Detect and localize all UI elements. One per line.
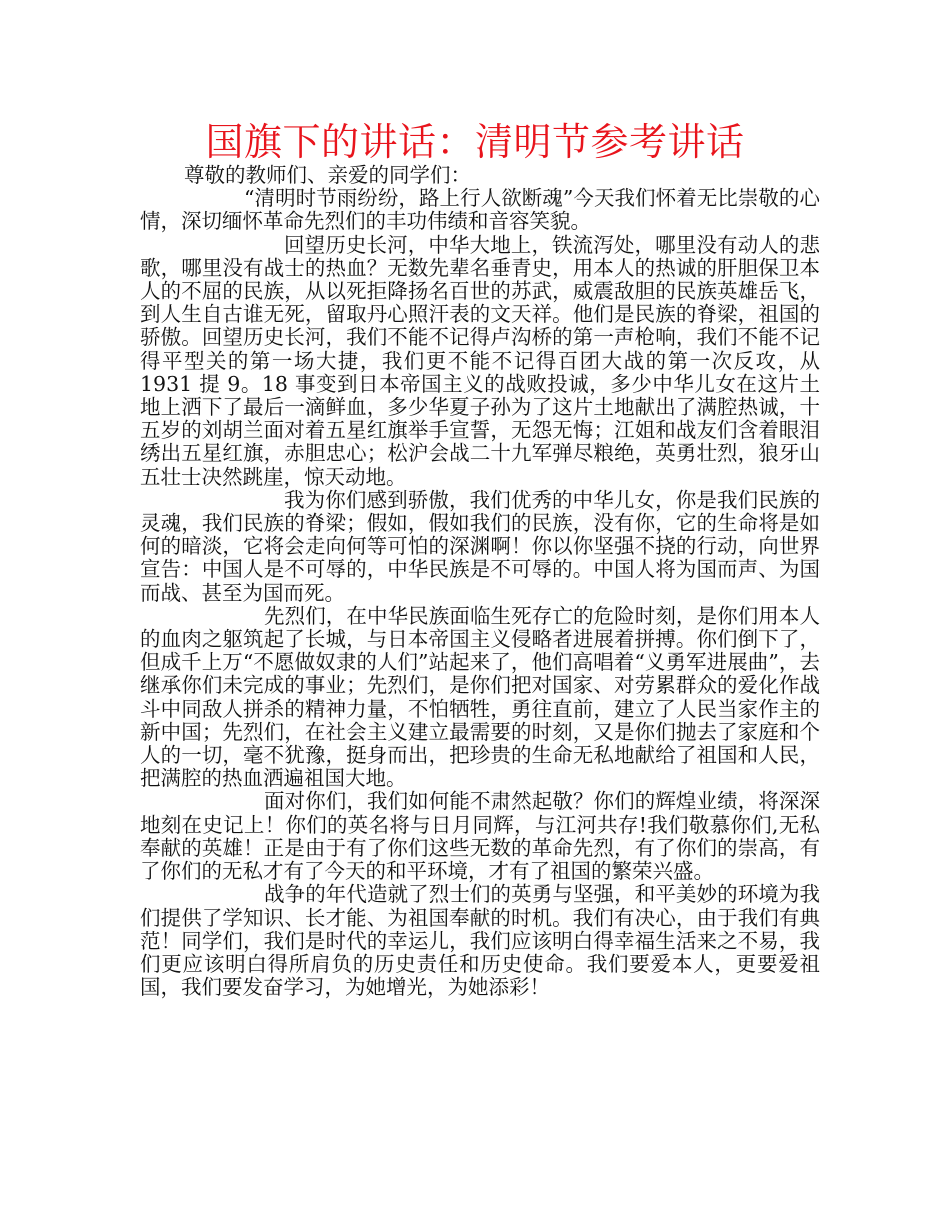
paragraph-3: 我为你们感到骄傲，我们优秀的中华儿女，你是我们民族的灵魂，我们民族的脊梁；假如，假如我们的民族，没有你，它的生命将是如何的暗淡，它将会走向何等可怕的深渊啊！你以你坚强不挠的行动，向世界宣告：中国人是不可辱的，中华民族是不可辱的。中国人将为国而声、为国而战、甚至为国而死。 bbox=[140, 487, 820, 605]
paragraph-1: “清明时节雨纷纷，路上行人欲断魂”今天我们怀着无比崇敬的心情，深切缅怀革命先烈们的丰功伟绩和音容笑貌。 bbox=[140, 186, 820, 234]
paragraph-4: 先烈们，在中华民族面临生死存亡的危险时刻，是你们用本人的血肉之躯筑起了长城，与日本帝国主义侵略者进展着拼搏。你们倒下了，但成千上万“不愿做奴隶的人们”站起来了，他们高唱着“义勇军进展曲”，去继承你们未完成的事业；先烈们，是你们把对国家、对劳累群众的爱化作战斗中同敌人拼杀的精神力量，不怕牺牲，勇往直前，建立了人民当家作主的新中国；先烈们，在社会主义建立最需要的时刻，又是你们抛去了家庭和个人的一切，毫不犹豫，挺身而出，把珍贵的生命无私地献给了祖国和人民，把满腔的热血洒遍祖国大地。 bbox=[140, 603, 820, 791]
paragraph-5: 面对你们，我们如何能不肃然起敬？你们的辉煌业绩，将深深地刻在史记上！你们的英名将与日月同辉，与江河共存!我们敬慕你们,无私奉献的英雄！正是由于有了你们这些无数的革命先烈，有了你们的崇高，有了你们的无私才有了今天的和平环境，才有了祖国的繁荣兴盛。 bbox=[140, 789, 820, 884]
greeting: 尊敬的教师们、亲爱的同学们： bbox=[184, 163, 471, 187]
document-body bbox=[140, 164, 820, 999]
document-title: 国旗下的讲话：清明节参考讲话 bbox=[205, 120, 745, 164]
paragraph-2: 回望历史长河，中华大地上，铁流泻处，哪里没有动人的悲歌，哪里没有战士的热血？无数先辈名垂青史，用本人的热诚的肝胆保卫本人的不屈的民族，从以死拒降扬名百世的苏武，威震敌胆的民族英雄岳飞，到人生自古谁无死，留取丹心照汗表的文天祥。他们是民族的脊梁，祖国的骄傲。回望历史长河，我们不能不记得卢沟桥的第一声枪响，我们不能不记得平型关的第一场大捷，我们更不能不记得百团大战的第一次反攻，从 1931 提 9。18 事变到日本帝国主义的战败投诚，多少中华儿女在这片土地上洒下了最后一滴鲜血，多少华夏子孙为了这片土地献出了满腔热诚，十五岁的刘胡兰面对着五星红旗举手宣誓，无怨无悔；江姐和战友们含着眼泪绣出五星红旗，赤胆忠心；松沪会战二十九军弹尽粮绝，英勇壮烈，狼牙山五壮士决然跳崖，惊天动地。 bbox=[140, 232, 820, 489]
paragraph-6: 战争的年代造就了烈士们的英勇与坚强，和平美妙的环境为我们提供了学知识、长才能、为祖国奉献的时机。我们有决心，由于我们有典范！同学们，我们是时代的幸运儿，我们应该明白得幸福生活来之不易，我们更应该明白得所肩负的历史责任和历史使命。我们要爱本人，更要爱祖国，我们要发奋学习，为她增光，为她添彩！ bbox=[140, 882, 820, 1000]
